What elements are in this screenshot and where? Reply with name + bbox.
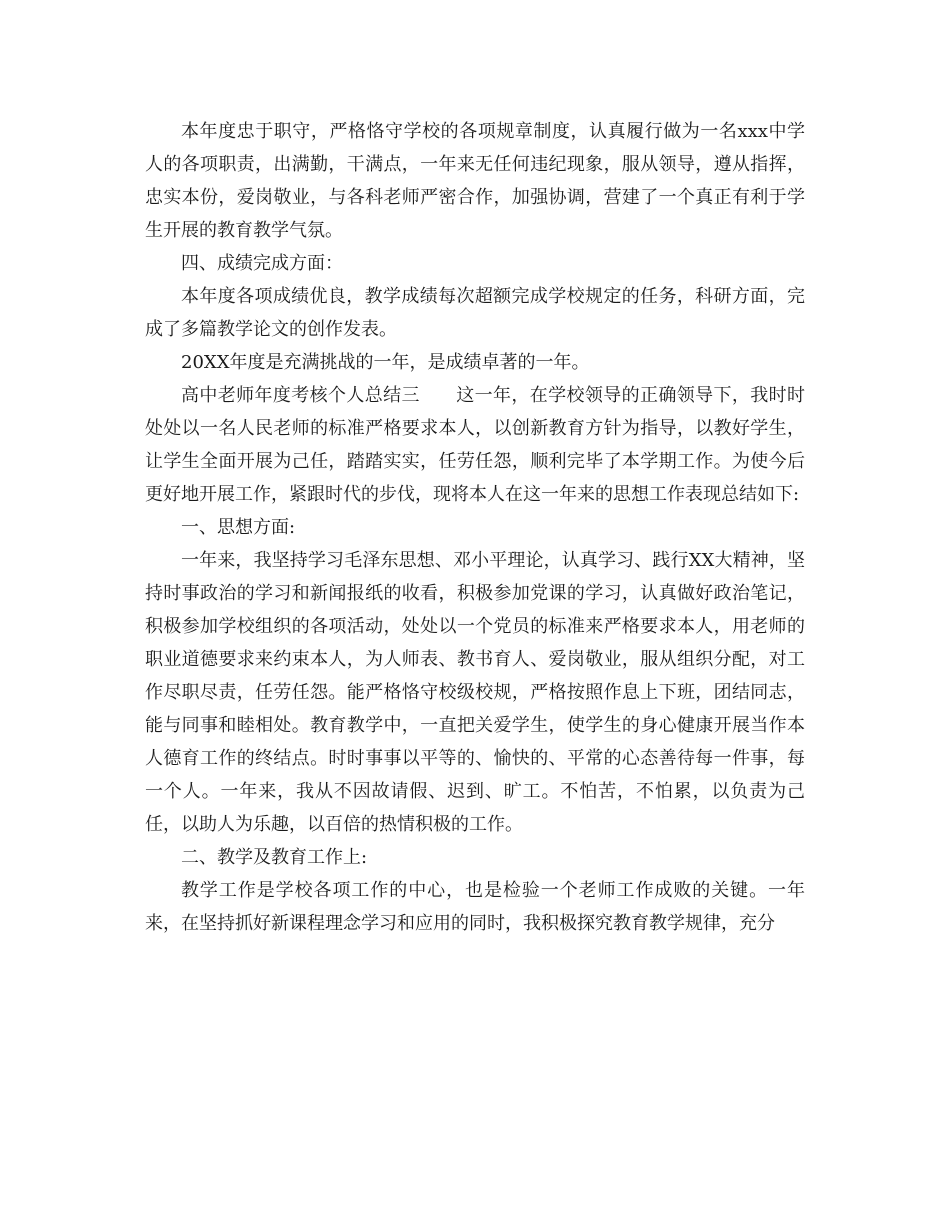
paragraph-year-summary: 20XX年度是充满挑战的一年，是成绩卓著的一年。 <box>181 352 590 373</box>
heading-achievement: 四、成绩完成方面： <box>181 253 343 274</box>
document-body <box>145 115 805 940</box>
section-intro: 这一年，在学校领导的正确领导下，我时时处处以一名人民老师的标准严格要求本人，以创新教育方针为指导，以教好学生，让学生全面开展为己任，踏踏实实，任劳任怨，顺利完毕了本学期工作。为使今后更好地开展工作，紧跟时代的步伐，现将本人在这一年来的思想工作表现总结如下: <box>145 385 805 505</box>
paragraph-duty: 本年度忠于职守，严格恪守学校的各项规章制度，认真履行做为一名xxx中学人的各项职责，出满勤，干满点，一年来无任何违纪现象，服从领导，遵从指挥，忠实本份，爱岗敬业，与各科老师严密合作，加强协调，营建了一个真正有利于学生开展的教育教学气氛。 <box>145 121 805 241</box>
paragraph-thought: 一年来，我坚持学习毛泽东思想、邓小平理论，认真学习、践行XX大精神，坚持时事政治的学习和新闻报纸的收看，积极参加党课的学习，认真做好政治笔记，积极参加学校组织的各项活动，处处以一个党员的标准来严格要求本人，用老师的职业道德要求来约束本人，为人师表、教书育人、爱岗敬业，服从组织分配，对工作尽职尽责，任劳任怨。能严格恪守校级校规，严格按照作息上下班，团结同志，能与同事和睦相处。教育教学中，一直把关爱学生，使学生的身心健康开展当作本人德育工作的终结点。时时事事以平等的、愉快的、平常的心态善待每一件事，每一个人。一年来，我从不因故请假、迟到、旷工。不怕苦，不怕累，以负责为己任，以助人为乐趣，以百倍的热情积极的工作。 <box>145 550 805 835</box>
section-title: 高中老师年度考核个人总结三 <box>181 385 420 406</box>
paragraph-teaching: 教学工作是学校各项工作的中心，也是检验一个老师工作成败的关键。一年来，在坚持抓好新课程理念学习和应用的同时，我积极探究教育教学规律，充分 <box>145 880 805 934</box>
paragraph-section-three <box>145 379 805 511</box>
paragraph-achievement: 本年度各项成绩优良，教学成绩每次超额完成学校规定的任务，科研方面，完成了多篇教学论文的创作发表。 <box>145 286 805 340</box>
heading-thought: 一、思想方面: <box>181 517 296 538</box>
heading-teaching: 二、教学及教育工作上: <box>181 847 368 868</box>
